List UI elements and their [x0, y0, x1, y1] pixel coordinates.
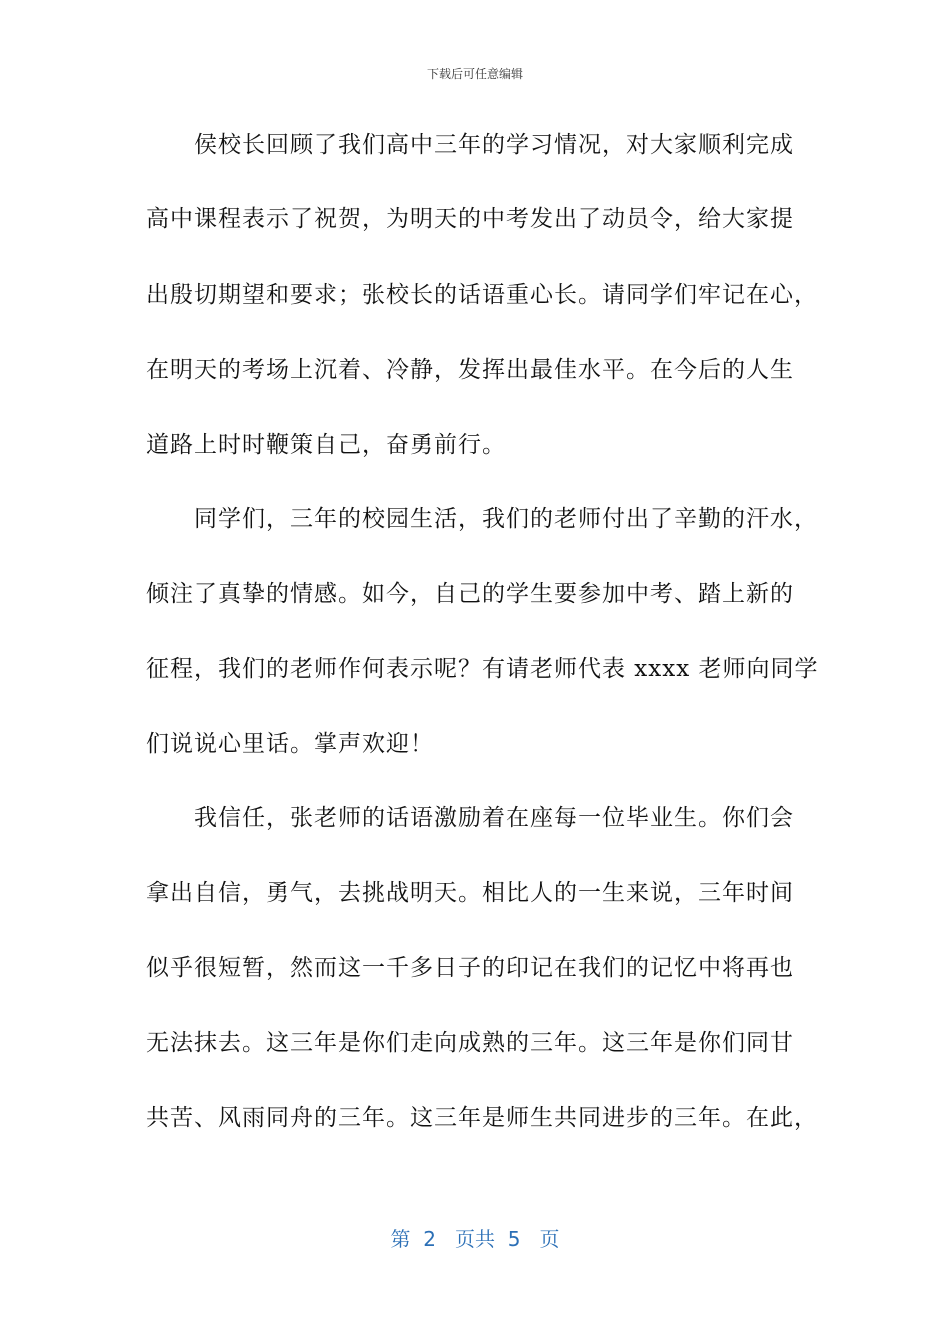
text-line: 道路上时时鞭策自己，奋勇前行。: [146, 432, 506, 458]
text-line: 侯校长回顾了我们高中三年的学习情况，对大家顺利完成: [194, 132, 794, 158]
text-line: 无法抹去。这三年是你们走向成熟的三年。这三年是你们同甘: [146, 1030, 794, 1056]
text-line: 倾注了真挚的情感。如今，自己的学生要参加中考、踏上新的: [146, 581, 794, 607]
text-line: 征程，我们的老师作何表示呢？有请老师代表 xxxx 老师向同学: [146, 656, 819, 682]
page-header: 下载后可任意编辑: [426, 67, 523, 81]
text-line: 我信任，张老师的话语激励着在座每一位毕业生。你们会: [194, 805, 794, 831]
text-line: 高中课程表示了祝贺，为明天的中考发出了动员令，给大家提: [146, 206, 794, 232]
text-line: 在明天的考场上沉着、冷静，发挥出最佳水平。在今后的人生: [146, 357, 794, 383]
page-number-footer: 第 2 页共 5 页: [390, 1227, 560, 1251]
text-line: 们说说心里话。掌声欢迎！: [146, 731, 434, 757]
text-line: 拿出自信，勇气，去挑战明天。相比人的一生来说，三年时间: [146, 880, 794, 906]
text-line: 共苦、风雨同舟的三年。这三年是师生共同进步的三年。在此，: [146, 1105, 818, 1131]
text-line: 似乎很短暂，然而这一千多日子的印记在我们的记忆中将再也: [146, 955, 794, 981]
text-line: 同学们，三年的校园生活，我们的老师付出了辛勤的汗水，: [194, 506, 818, 532]
text-line: 出殷切期望和要求；张校长的话语重心长。请同学们牢记在心，: [146, 282, 818, 308]
